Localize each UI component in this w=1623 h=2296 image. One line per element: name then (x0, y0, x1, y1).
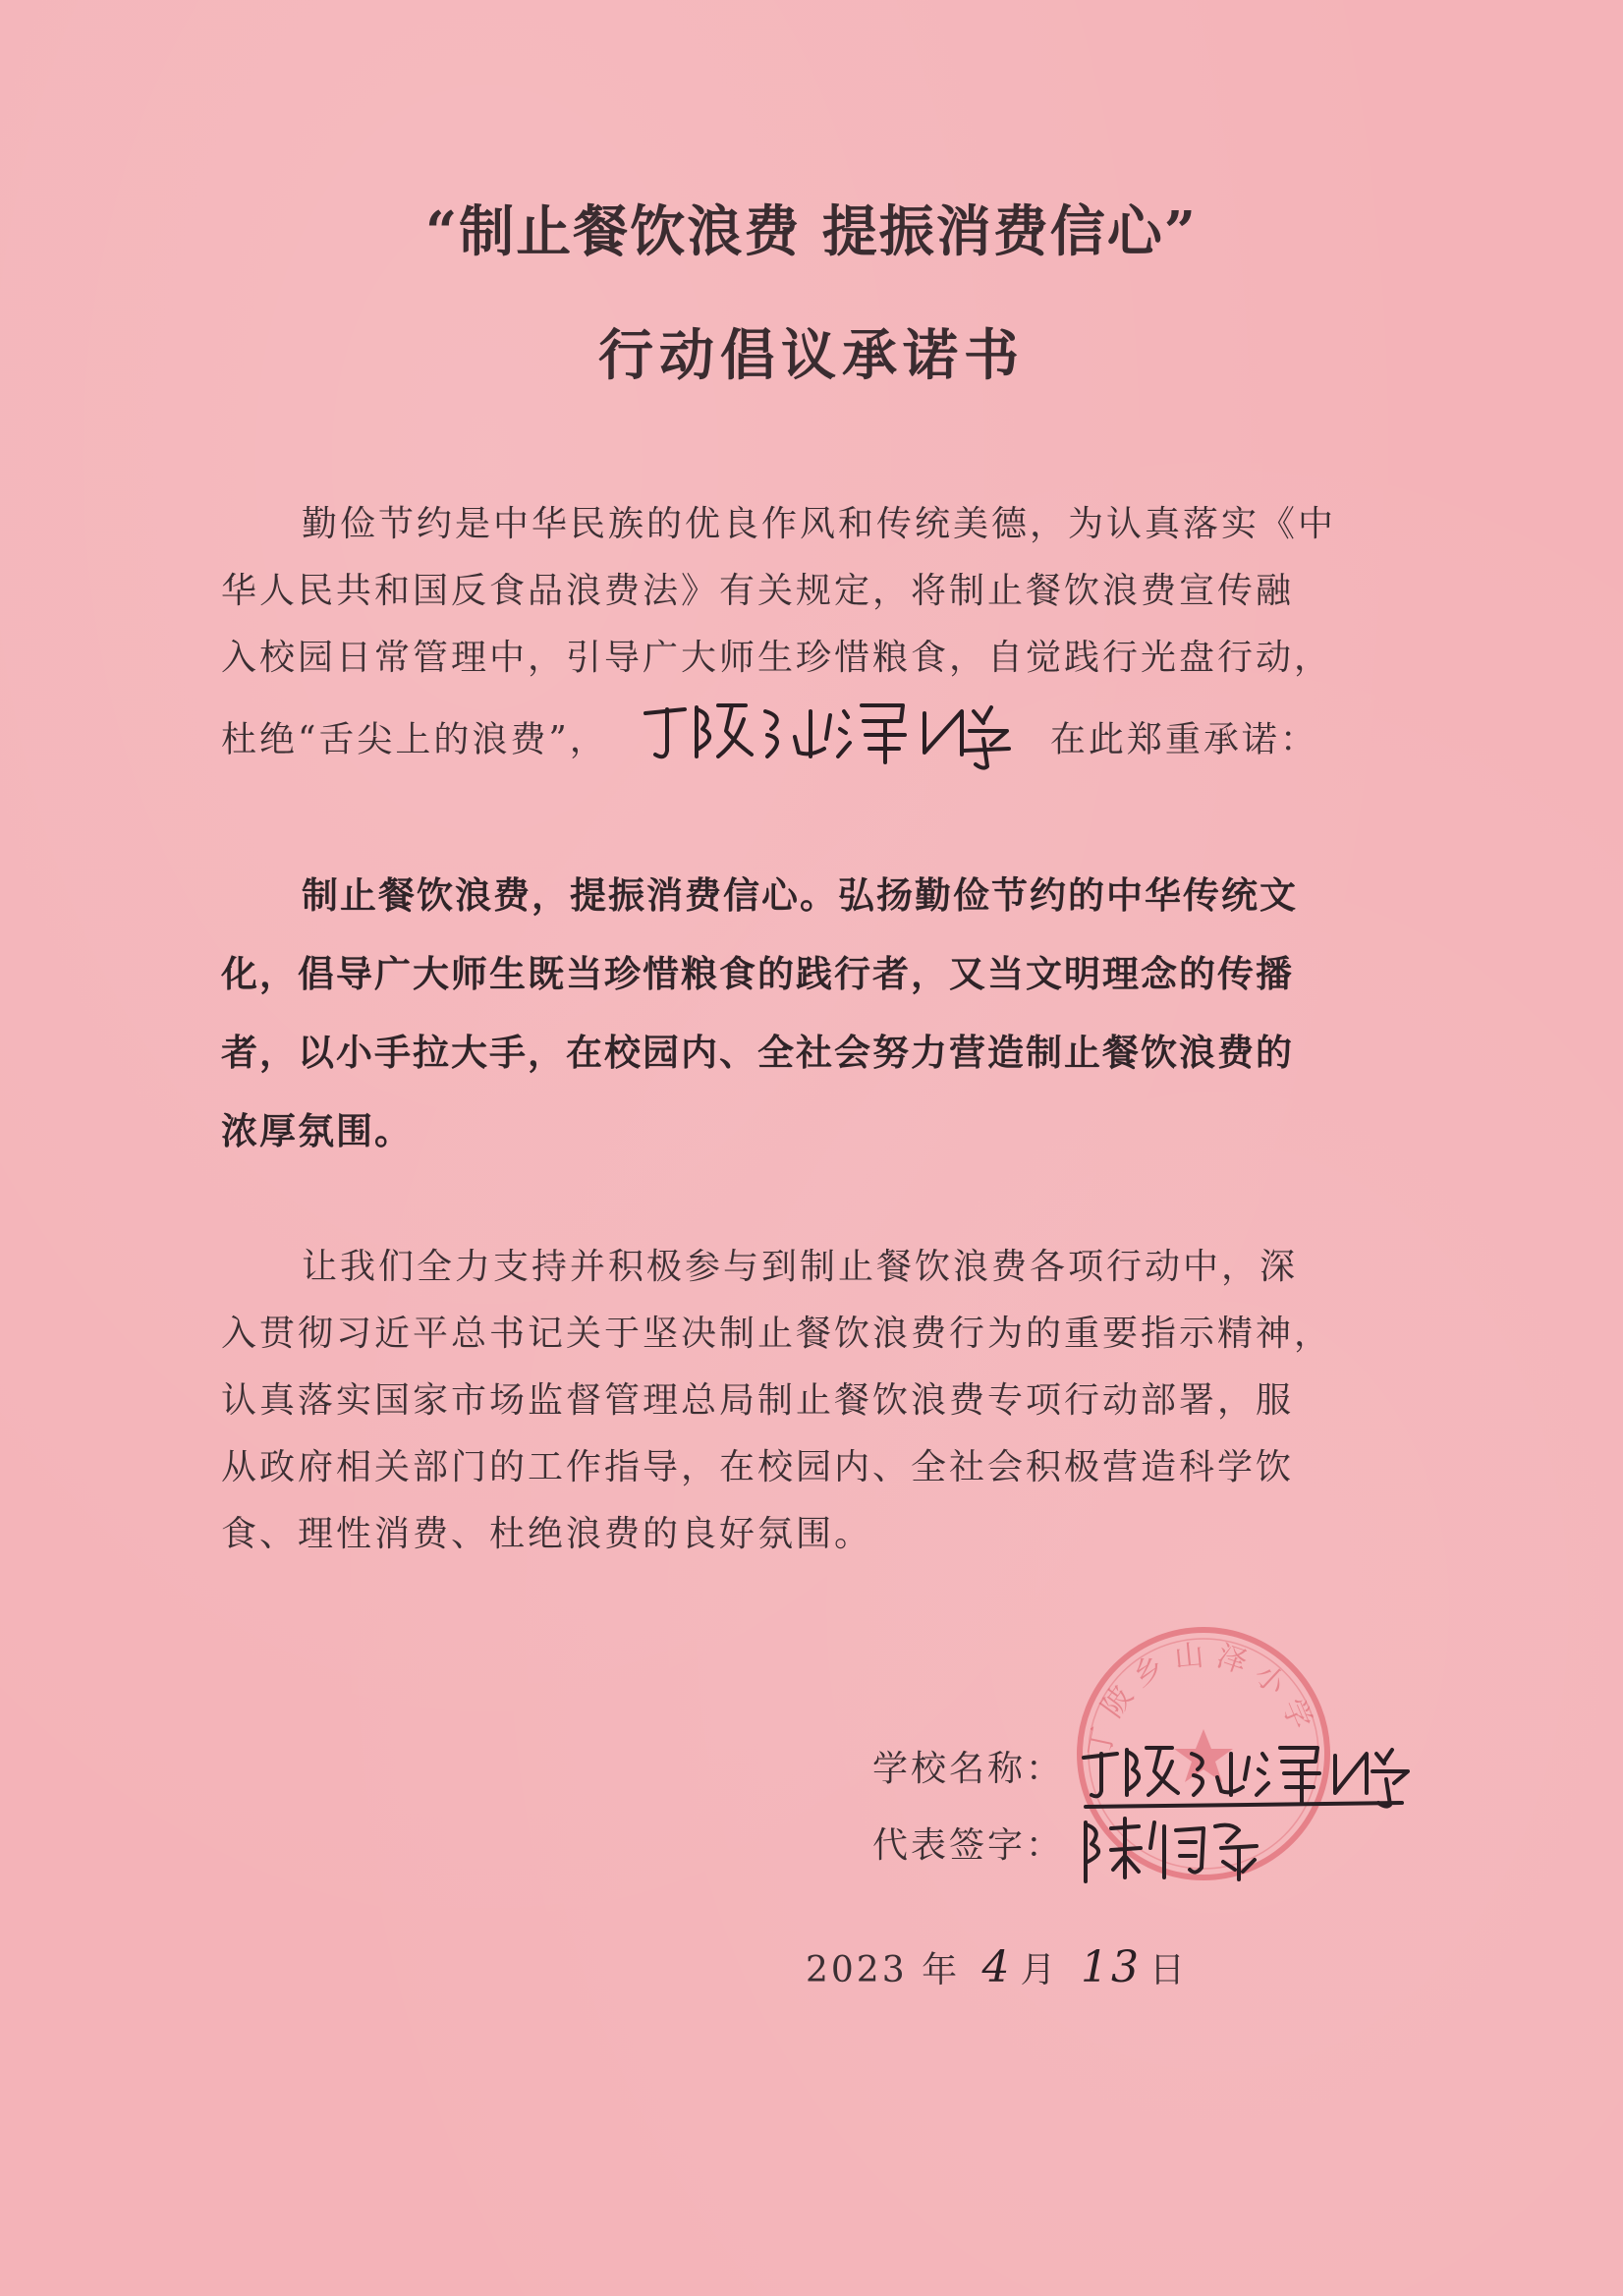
signature-block (872, 1731, 1412, 1884)
paragraph-line: 勤俭节约是中华民族的优良作风和传统美德，为认真落实《中 (302, 504, 1337, 544)
paragraph-intro (221, 491, 1380, 758)
school-name-label: 学校名称： (872, 1749, 1065, 1789)
paragraph-line: 入校园日常管理中，引导广大师生珍惜粮食，自觉践行光盘行动， (221, 638, 1333, 678)
document-title-line-2: 行动倡议承诺书 (598, 323, 1025, 388)
representative-row (872, 1808, 1412, 1884)
paragraph-line: 化，倡导广大师生既当珍惜粮食的践行者，又当文明理念的传播 (221, 953, 1294, 995)
paragraph-line: 浓厚氛围。 (221, 1110, 413, 1152)
date-month-unit: 月 (1020, 1950, 1059, 1990)
representative-label: 代表签字： (872, 1825, 1065, 1866)
date-month-handwritten: 4 (981, 1942, 1013, 1992)
paragraph-line: 者，以小手拉大手，在校园内、全社会努力营造制止餐饮浪费的 (221, 1032, 1294, 1074)
paragraph-line: 从政府相关部门的工作指导，在校园内、全社会积极营造科学饮 (221, 1447, 1295, 1487)
paragraph-line-prefix: 杜绝“舌尖上的浪费”， (221, 719, 608, 760)
date-year-unit: 年 (922, 1950, 961, 1990)
date-year: 2023 (806, 1950, 908, 1990)
paragraph-action (221, 1234, 1380, 1568)
school-name-row (872, 1731, 1412, 1808)
paragraph-line-with-signature (221, 692, 1380, 758)
document-title-line-1: “制止餐饮浪费 提振消费信心” (425, 199, 1198, 264)
handwritten-school-signature (1078, 1732, 1412, 1811)
paragraph-line: 让我们全力支持并积极参与到制止餐饮浪费各项行动中，深 (302, 1247, 1299, 1287)
handwritten-representative-signature (1078, 1809, 1274, 1887)
date-day-unit: 日 (1149, 1950, 1189, 1990)
paragraph-line: 食、理性消费、杜绝浪费的良好氛围。 (221, 1514, 873, 1554)
paragraph-line-suffix: 在此郑重承诺： (1049, 719, 1318, 760)
paragraph-line: 制止餐饮浪费，提振消费信心。弘扬勤俭节约的中华传统文 (302, 874, 1298, 917)
handwritten-school-name (638, 692, 1011, 793)
date-day-handwritten: 13 (1081, 1942, 1143, 1992)
paragraph-line: 华人民共和国反食品浪费法》有关规定，将制止餐饮浪费宣传融 (221, 571, 1295, 611)
date-row (806, 1933, 1188, 2002)
paragraph-pledge (221, 857, 1380, 1171)
paragraph-line: 入贯彻习近平总书记关于坚决制止餐饮浪费行为的重要指示精神， (221, 1314, 1333, 1354)
seal-text: 丁陂乡山泽小学 (1082, 1637, 1322, 1761)
paragraph-line: 认真落实国家市场监督管理总局制止餐饮浪费专项行动部署，服 (221, 1380, 1295, 1421)
